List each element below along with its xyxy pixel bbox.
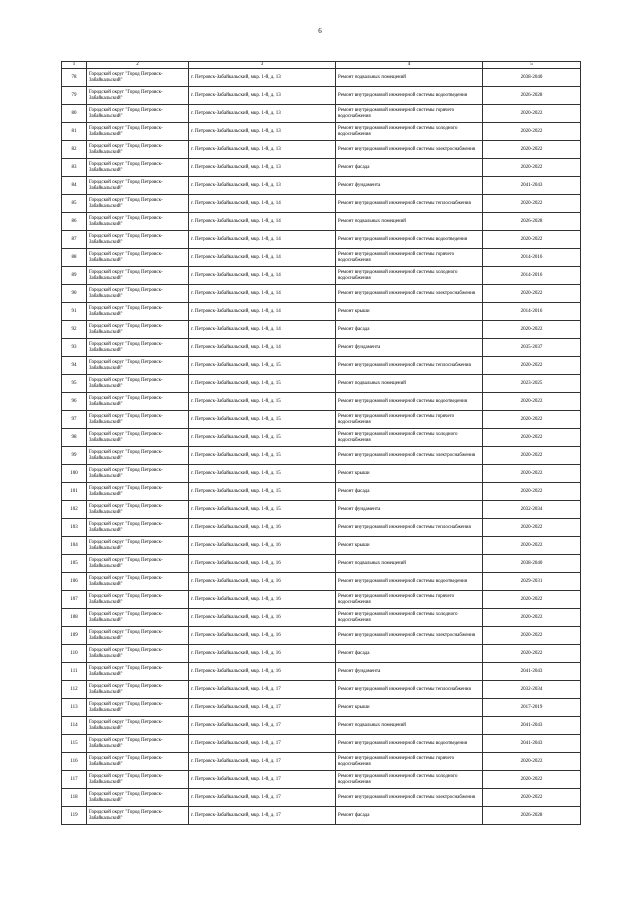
work-type-cell: Ремонт крыши bbox=[336, 303, 483, 321]
row-number-cell: 109 bbox=[62, 627, 87, 645]
row-number-cell: 110 bbox=[62, 645, 87, 663]
row-number-cell: 83 bbox=[62, 159, 87, 177]
row-number-cell: 108 bbox=[62, 609, 87, 627]
period-cell: 2029-2031 bbox=[483, 573, 581, 591]
municipality-cell: Городской округ "Город Петровск-Забайкальский" bbox=[87, 339, 189, 357]
work-type-cell: Ремонт внутридомовой инженерной системы холодного водоснабжения bbox=[336, 771, 483, 789]
row-number-cell: 114 bbox=[62, 717, 87, 735]
period-cell: 2020-2022 bbox=[483, 357, 581, 375]
address-cell: г. Петровск-Забайкальский, мкр. 1-й, д. 16 bbox=[189, 663, 336, 681]
table-row bbox=[62, 807, 581, 825]
period-cell: 2020-2022 bbox=[483, 159, 581, 177]
table-row bbox=[62, 339, 581, 357]
address-cell: г. Петровск-Забайкальский, мкр. 1-й, д. 17 bbox=[189, 735, 336, 753]
municipality-cell: Городской округ "Город Петровск-Забайкальский" bbox=[87, 159, 189, 177]
work-type-cell: Ремонт внутридомовой инженерной системы водоотведения bbox=[336, 87, 483, 105]
period-cell: 2020-2022 bbox=[483, 465, 581, 483]
period-cell: 2032-2034 bbox=[483, 501, 581, 519]
address-cell: г. Петровск-Забайкальский, мкр. 1-й, д. 14 bbox=[189, 249, 336, 267]
municipality-cell: Городской округ "Город Петровск-Забайкальский" bbox=[87, 537, 189, 555]
municipality-cell: Городской округ "Город Петровск-Забайкальский" bbox=[87, 69, 189, 87]
row-number-cell: 91 bbox=[62, 303, 87, 321]
period-cell: 2020-2022 bbox=[483, 231, 581, 249]
work-type-cell: Ремонт внутридомовой инженерной системы холодного водоснабжения bbox=[336, 123, 483, 141]
work-type-cell: Ремонт внутридомовой инженерной системы теплоснабжения bbox=[336, 681, 483, 699]
row-number-cell: 84 bbox=[62, 177, 87, 195]
municipality-cell: Городской округ "Город Петровск-Забайкальский" bbox=[87, 87, 189, 105]
period-cell: 2026-2028 bbox=[483, 807, 581, 825]
municipality-cell: Городской округ "Город Петровск-Забайкальский" bbox=[87, 663, 189, 681]
row-number-cell: 94 bbox=[62, 357, 87, 375]
work-type-cell: Ремонт фундамента bbox=[336, 663, 483, 681]
municipality-cell: Городской округ "Город Петровск-Забайкальский" bbox=[87, 123, 189, 141]
table-row bbox=[62, 231, 581, 249]
address-cell: г. Петровск-Забайкальский, мкр. 1-й, д. 15 bbox=[189, 411, 336, 429]
row-number-cell: 92 bbox=[62, 321, 87, 339]
table-row bbox=[62, 681, 581, 699]
table-row bbox=[62, 123, 581, 141]
address-cell: г. Петровск-Забайкальский, мкр. 1-й, д. 17 bbox=[189, 681, 336, 699]
table-row bbox=[62, 519, 581, 537]
period-cell: 2020-2022 bbox=[483, 141, 581, 159]
address-cell: г. Петровск-Забайкальский, мкр. 1-й, д. 13 bbox=[189, 69, 336, 87]
work-type-cell: Ремонт внутридомовой инженерной системы электроснабжения bbox=[336, 141, 483, 159]
period-cell: 2020-2022 bbox=[483, 627, 581, 645]
period-cell: 2020-2022 bbox=[483, 645, 581, 663]
work-type-cell: Ремонт внутридомовой инженерной системы водоотведения bbox=[336, 735, 483, 753]
work-type-cell: Ремонт фасада bbox=[336, 645, 483, 663]
period-cell: 2041-2043 bbox=[483, 663, 581, 681]
period-cell: 2020-2022 bbox=[483, 519, 581, 537]
work-type-cell: Ремонт фасада bbox=[336, 321, 483, 339]
table-row bbox=[62, 555, 581, 573]
period-cell: 2032-2034 bbox=[483, 681, 581, 699]
row-number-cell: 81 bbox=[62, 123, 87, 141]
period-cell: 2038-2040 bbox=[483, 555, 581, 573]
work-type-cell: Ремонт внутридомовой инженерной системы электроснабжения bbox=[336, 789, 483, 807]
municipality-cell: Городской округ "Город Петровск-Забайкальский" bbox=[87, 429, 189, 447]
row-number-cell: 101 bbox=[62, 483, 87, 501]
address-cell: г. Петровск-Забайкальский, мкр. 1-й, д. 14 bbox=[189, 195, 336, 213]
municipality-cell: Городской округ "Город Петровск-Забайкальский" bbox=[87, 591, 189, 609]
row-number-cell: 79 bbox=[62, 87, 87, 105]
municipality-cell: Городской округ "Город Петровск-Забайкальский" bbox=[87, 753, 189, 771]
address-cell: г. Петровск-Забайкальский, мкр. 1-й, д. 14 bbox=[189, 339, 336, 357]
period-cell: 2020-2022 bbox=[483, 609, 581, 627]
municipality-cell: Городской округ "Город Петровск-Забайкальский" bbox=[87, 465, 189, 483]
row-number-cell: 80 bbox=[62, 105, 87, 123]
table-row bbox=[62, 771, 581, 789]
table-row bbox=[62, 483, 581, 501]
table-row bbox=[62, 69, 581, 87]
period-cell: 2041-2043 bbox=[483, 735, 581, 753]
work-type-cell: Ремонт крыши bbox=[336, 699, 483, 717]
municipality-cell: Городской округ "Город Петровск-Забайкальский" bbox=[87, 357, 189, 375]
work-type-cell: Ремонт внутридомовой инженерной системы теплоснабжения bbox=[336, 519, 483, 537]
table-row bbox=[62, 537, 581, 555]
municipality-cell: Городской округ "Город Петровск-Забайкальский" bbox=[87, 699, 189, 717]
row-number-cell: 107 bbox=[62, 591, 87, 609]
address-cell: г. Петровск-Забайкальский, мкр. 1-й, д. 13 bbox=[189, 87, 336, 105]
period-cell: 2014-2016 bbox=[483, 267, 581, 285]
address-cell: г. Петровск-Забайкальский, мкр. 1-й, д. 16 bbox=[189, 537, 336, 555]
row-number-cell: 90 bbox=[62, 285, 87, 303]
period-cell: 2020-2022 bbox=[483, 447, 581, 465]
municipality-cell: Городской округ "Город Петровск-Забайкальский" bbox=[87, 771, 189, 789]
period-cell: 2038-2040 bbox=[483, 69, 581, 87]
table-row bbox=[62, 105, 581, 123]
work-type-cell: Ремонт внутридомовой инженерной системы холодного водоснабжения bbox=[336, 609, 483, 627]
row-number-cell: 99 bbox=[62, 447, 87, 465]
municipality-cell: Городской округ "Город Петровск-Забайкальский" bbox=[87, 321, 189, 339]
address-cell: г. Петровск-Забайкальский, мкр. 1-й, д. 15 bbox=[189, 483, 336, 501]
period-cell: 2020-2022 bbox=[483, 429, 581, 447]
row-number-cell: 93 bbox=[62, 339, 87, 357]
address-cell: г. Петровск-Забайкальский, мкр. 1-й, д. 16 bbox=[189, 573, 336, 591]
period-cell: 2014-2016 bbox=[483, 249, 581, 267]
municipality-cell: Городской округ "Город Петровск-Забайкальский" bbox=[87, 681, 189, 699]
table-row bbox=[62, 303, 581, 321]
row-number-cell: 112 bbox=[62, 681, 87, 699]
table-row bbox=[62, 375, 581, 393]
municipality-cell: Городской округ "Город Петровск-Забайкальский" bbox=[87, 231, 189, 249]
table-row bbox=[62, 753, 581, 771]
work-type-cell: Ремонт подвальных помещений bbox=[336, 69, 483, 87]
municipality-cell: Городской округ "Город Петровск-Забайкальский" bbox=[87, 393, 189, 411]
address-cell: г. Петровск-Забайкальский, мкр. 1-й, д. 13 bbox=[189, 141, 336, 159]
address-cell: г. Петровск-Забайкальский, мкр. 1-й, д. 15 bbox=[189, 429, 336, 447]
period-cell: 2020-2022 bbox=[483, 537, 581, 555]
period-cell: 2041-2043 bbox=[483, 717, 581, 735]
work-type-cell: Ремонт внутридомовой инженерной системы холодного водоснабжения bbox=[336, 429, 483, 447]
municipality-cell: Городской округ "Город Петровск-Забайкальский" bbox=[87, 735, 189, 753]
row-number-cell: 87 bbox=[62, 231, 87, 249]
municipality-cell: Городской округ "Город Петровск-Забайкальский" bbox=[87, 807, 189, 825]
period-cell: 2020-2022 bbox=[483, 321, 581, 339]
work-type-cell: Ремонт внутридомовой инженерной системы водоотведения bbox=[336, 231, 483, 249]
row-number-cell: 113 bbox=[62, 699, 87, 717]
table-row bbox=[62, 789, 581, 807]
work-type-cell: Ремонт фундамента bbox=[336, 177, 483, 195]
repair-schedule-table bbox=[61, 61, 581, 825]
table-body bbox=[62, 69, 581, 825]
table-row bbox=[62, 159, 581, 177]
period-cell: 2014-2016 bbox=[483, 303, 581, 321]
work-type-cell: Ремонт внутридомовой инженерной системы электроснабжения bbox=[336, 627, 483, 645]
row-number-cell: 104 bbox=[62, 537, 87, 555]
work-type-cell: Ремонт внутридомовой инженерной системы горячего водоснабжения bbox=[336, 591, 483, 609]
work-type-cell: Ремонт внутридомовой инженерной системы холодного водоснабжения bbox=[336, 267, 483, 285]
row-number-cell: 111 bbox=[62, 663, 87, 681]
row-number-cell: 86 bbox=[62, 213, 87, 231]
address-cell: г. Петровск-Забайкальский, мкр. 1-й, д. 17 bbox=[189, 753, 336, 771]
address-cell: г. Петровск-Забайкальский, мкр. 1-й, д. 17 bbox=[189, 699, 336, 717]
period-cell: 2020-2022 bbox=[483, 105, 581, 123]
table-row bbox=[62, 357, 581, 375]
table-row bbox=[62, 609, 581, 627]
table-row bbox=[62, 195, 581, 213]
address-cell: г. Петровск-Забайкальский, мкр. 1-й, д. 13 bbox=[189, 159, 336, 177]
row-number-cell: 98 bbox=[62, 429, 87, 447]
work-type-cell: Ремонт внутридомовой инженерной системы электроснабжения bbox=[336, 447, 483, 465]
work-type-cell: Ремонт внутридомовой инженерной системы теплоснабжения bbox=[336, 195, 483, 213]
period-cell: 2020-2022 bbox=[483, 591, 581, 609]
address-cell: г. Петровск-Забайкальский, мкр. 1-й, д. 14 bbox=[189, 303, 336, 321]
municipality-cell: Городской округ "Город Петровск-Забайкальский" bbox=[87, 645, 189, 663]
work-type-cell: Ремонт фасада bbox=[336, 807, 483, 825]
period-cell: 2026-2028 bbox=[483, 87, 581, 105]
address-cell: г. Петровск-Забайкальский, мкр. 1-й, д. 14 bbox=[189, 231, 336, 249]
row-number-cell: 97 bbox=[62, 411, 87, 429]
municipality-cell: Городской округ "Город Петровск-Забайкальский" bbox=[87, 627, 189, 645]
address-cell: г. Петровск-Забайкальский, мкр. 1-й, д. 17 bbox=[189, 771, 336, 789]
table-row bbox=[62, 645, 581, 663]
municipality-cell: Городской округ "Город Петровск-Забайкальский" bbox=[87, 213, 189, 231]
table-row bbox=[62, 411, 581, 429]
period-cell: 2023-2025 bbox=[483, 375, 581, 393]
municipality-cell: Городской округ "Город Петровск-Забайкальский" bbox=[87, 285, 189, 303]
period-cell: 2035-2037 bbox=[483, 339, 581, 357]
table-row bbox=[62, 87, 581, 105]
municipality-cell: Городской округ "Город Петровск-Забайкальский" bbox=[87, 195, 189, 213]
municipality-cell: Городской округ "Город Петровск-Забайкальский" bbox=[87, 303, 189, 321]
address-cell: г. Петровск-Забайкальский, мкр. 1-й, д. 13 bbox=[189, 123, 336, 141]
table-row bbox=[62, 213, 581, 231]
address-cell: г. Петровск-Забайкальский, мкр. 1-й, д. 16 bbox=[189, 519, 336, 537]
row-number-cell: 105 bbox=[62, 555, 87, 573]
municipality-cell: Городской округ "Город Петровск-Забайкальский" bbox=[87, 555, 189, 573]
column-number-row bbox=[62, 62, 581, 69]
period-cell: 2041-2043 bbox=[483, 177, 581, 195]
work-type-cell: Ремонт внутридомовой инженерной системы водоотведения bbox=[336, 393, 483, 411]
work-type-cell: Ремонт фасада bbox=[336, 483, 483, 501]
address-cell: г. Петровск-Забайкальский, мкр. 1-й, д. 16 bbox=[189, 627, 336, 645]
address-cell: г. Петровск-Забайкальский, мкр. 1-й, д. 17 bbox=[189, 807, 336, 825]
municipality-cell: Городской округ "Город Петровск-Забайкальский" bbox=[87, 141, 189, 159]
municipality-cell: Городской округ "Город Петровск-Забайкальский" bbox=[87, 519, 189, 537]
period-cell: 2020-2022 bbox=[483, 285, 581, 303]
address-cell: г. Петровск-Забайкальский, мкр. 1-й, д. 17 bbox=[189, 789, 336, 807]
table-row bbox=[62, 735, 581, 753]
period-cell: 2020-2022 bbox=[483, 771, 581, 789]
address-cell: г. Петровск-Забайкальский, мкр. 1-й, д. 16 bbox=[189, 645, 336, 663]
table-row bbox=[62, 141, 581, 159]
address-cell: г. Петровск-Забайкальский, мкр. 1-й, д. 16 bbox=[189, 591, 336, 609]
row-number-cell: 106 bbox=[62, 573, 87, 591]
address-cell: г. Петровск-Забайкальский, мкр. 1-й, д. 15 bbox=[189, 375, 336, 393]
table-row bbox=[62, 285, 581, 303]
table-row bbox=[62, 447, 581, 465]
address-cell: г. Петровск-Забайкальский, мкр. 1-й, д. 15 bbox=[189, 465, 336, 483]
column-header: 1 bbox=[62, 62, 87, 69]
table-row bbox=[62, 573, 581, 591]
address-cell: г. Петровск-Забайкальский, мкр. 1-й, д. 17 bbox=[189, 717, 336, 735]
address-cell: г. Петровск-Забайкальский, мкр. 1-й, д. 14 bbox=[189, 285, 336, 303]
municipality-cell: Городской округ "Город Петровск-Забайкальский" bbox=[87, 105, 189, 123]
row-number-cell: 88 bbox=[62, 249, 87, 267]
work-type-cell: Ремонт крыши bbox=[336, 537, 483, 555]
row-number-cell: 118 bbox=[62, 789, 87, 807]
column-header: 2 bbox=[87, 62, 189, 69]
period-cell: 2020-2022 bbox=[483, 195, 581, 213]
work-type-cell: Ремонт подвальных помещений bbox=[336, 375, 483, 393]
work-type-cell: Ремонт подвальных помещений bbox=[336, 717, 483, 735]
period-cell: 2017-2019 bbox=[483, 699, 581, 717]
address-cell: г. Петровск-Забайкальский, мкр. 1-й, д. 15 bbox=[189, 447, 336, 465]
municipality-cell: Городской округ "Город Петровск-Забайкальский" bbox=[87, 375, 189, 393]
row-number-cell: 78 bbox=[62, 69, 87, 87]
table-row bbox=[62, 501, 581, 519]
address-cell: г. Петровск-Забайкальский, мкр. 1-й, д. 13 bbox=[189, 105, 336, 123]
table-row bbox=[62, 717, 581, 735]
row-number-cell: 115 bbox=[62, 735, 87, 753]
address-cell: г. Петровск-Забайкальский, мкр. 1-й, д. 16 bbox=[189, 555, 336, 573]
work-type-cell: Ремонт крыши bbox=[336, 465, 483, 483]
address-cell: г. Петровск-Забайкальский, мкр. 1-й, д. 13 bbox=[189, 177, 336, 195]
municipality-cell: Городской округ "Город Петровск-Забайкальский" bbox=[87, 609, 189, 627]
table-row bbox=[62, 465, 581, 483]
row-number-cell: 116 bbox=[62, 753, 87, 771]
address-cell: г. Петровск-Забайкальский, мкр. 1-й, д. 15 bbox=[189, 393, 336, 411]
municipality-cell: Городской округ "Город Петровск-Забайкальский" bbox=[87, 411, 189, 429]
municipality-cell: Городской округ "Город Петровск-Забайкальский" bbox=[87, 789, 189, 807]
municipality-cell: Городской округ "Город Петровск-Забайкальский" bbox=[87, 447, 189, 465]
period-cell: 2026-2028 bbox=[483, 213, 581, 231]
period-cell: 2020-2022 bbox=[483, 393, 581, 411]
work-type-cell: Ремонт подвальных помещений bbox=[336, 555, 483, 573]
table-row bbox=[62, 177, 581, 195]
address-cell: г. Петровск-Забайкальский, мкр. 1-й, д. 15 bbox=[189, 357, 336, 375]
table-row bbox=[62, 267, 581, 285]
address-cell: г. Петровск-Забайкальский, мкр. 1-й, д. 15 bbox=[189, 501, 336, 519]
work-type-cell: Ремонт внутридомовой инженерной системы электроснабжения bbox=[336, 285, 483, 303]
row-number-cell: 102 bbox=[62, 501, 87, 519]
row-number-cell: 103 bbox=[62, 519, 87, 537]
row-number-cell: 100 bbox=[62, 465, 87, 483]
table-row bbox=[62, 699, 581, 717]
row-number-cell: 119 bbox=[62, 807, 87, 825]
work-type-cell: Ремонт подвальных помещений bbox=[336, 213, 483, 231]
period-cell: 2020-2022 bbox=[483, 123, 581, 141]
municipality-cell: Городской округ "Город Петровск-Забайкальский" bbox=[87, 177, 189, 195]
period-cell: 2020-2022 bbox=[483, 753, 581, 771]
work-type-cell: Ремонт фундамента bbox=[336, 339, 483, 357]
municipality-cell: Городской округ "Город Петровск-Забайкальский" bbox=[87, 483, 189, 501]
address-cell: г. Петровск-Забайкальский, мкр. 1-й, д. 14 bbox=[189, 213, 336, 231]
work-type-cell: Ремонт внутридомовой инженерной системы горячего водоснабжения bbox=[336, 753, 483, 771]
table-row bbox=[62, 393, 581, 411]
address-cell: г. Петровск-Забайкальский, мкр. 1-й, д. 14 bbox=[189, 321, 336, 339]
row-number-cell: 95 bbox=[62, 375, 87, 393]
municipality-cell: Городской округ "Город Петровск-Забайкальский" bbox=[87, 501, 189, 519]
period-cell: 2020-2022 bbox=[483, 789, 581, 807]
table-row bbox=[62, 429, 581, 447]
column-header: 5 bbox=[483, 62, 581, 69]
work-type-cell: Ремонт внутридомовой инженерной системы горячего водоснабжения bbox=[336, 105, 483, 123]
work-type-cell: Ремонт внутридомовой инженерной системы водоотведения bbox=[336, 573, 483, 591]
work-type-cell: Ремонт внутридомовой инженерной системы горячего водоснабжения bbox=[336, 411, 483, 429]
municipality-cell: Городской округ "Город Петровск-Забайкальский" bbox=[87, 249, 189, 267]
table-row bbox=[62, 627, 581, 645]
column-header: 4 bbox=[336, 62, 483, 69]
table-row bbox=[62, 591, 581, 609]
table-row bbox=[62, 663, 581, 681]
period-cell: 2020-2022 bbox=[483, 411, 581, 429]
work-type-cell: Ремонт внутридомовой инженерной системы теплоснабжения bbox=[336, 357, 483, 375]
work-type-cell: Ремонт фундамента bbox=[336, 501, 483, 519]
row-number-cell: 117 bbox=[62, 771, 87, 789]
municipality-cell: Городской округ "Город Петровск-Забайкальский" bbox=[87, 267, 189, 285]
work-type-cell: Ремонт внутридомовой инженерной системы горячего водоснабжения bbox=[336, 249, 483, 267]
row-number-cell: 96 bbox=[62, 393, 87, 411]
table-row bbox=[62, 321, 581, 339]
period-cell: 2020-2022 bbox=[483, 483, 581, 501]
address-cell: г. Петровск-Забайкальский, мкр. 1-й, д. 16 bbox=[189, 609, 336, 627]
column-header: 3 bbox=[189, 62, 336, 69]
table-row bbox=[62, 249, 581, 267]
row-number-cell: 82 bbox=[62, 141, 87, 159]
work-type-cell: Ремонт фасада bbox=[336, 159, 483, 177]
municipality-cell: Городской округ "Город Петровск-Забайкальский" bbox=[87, 717, 189, 735]
address-cell: г. Петровск-Забайкальский, мкр. 1-й, д. 14 bbox=[189, 267, 336, 285]
page-number: 6 bbox=[318, 27, 322, 35]
row-number-cell: 89 bbox=[62, 267, 87, 285]
municipality-cell: Городской округ "Город Петровск-Забайкальский" bbox=[87, 573, 189, 591]
row-number-cell: 85 bbox=[62, 195, 87, 213]
